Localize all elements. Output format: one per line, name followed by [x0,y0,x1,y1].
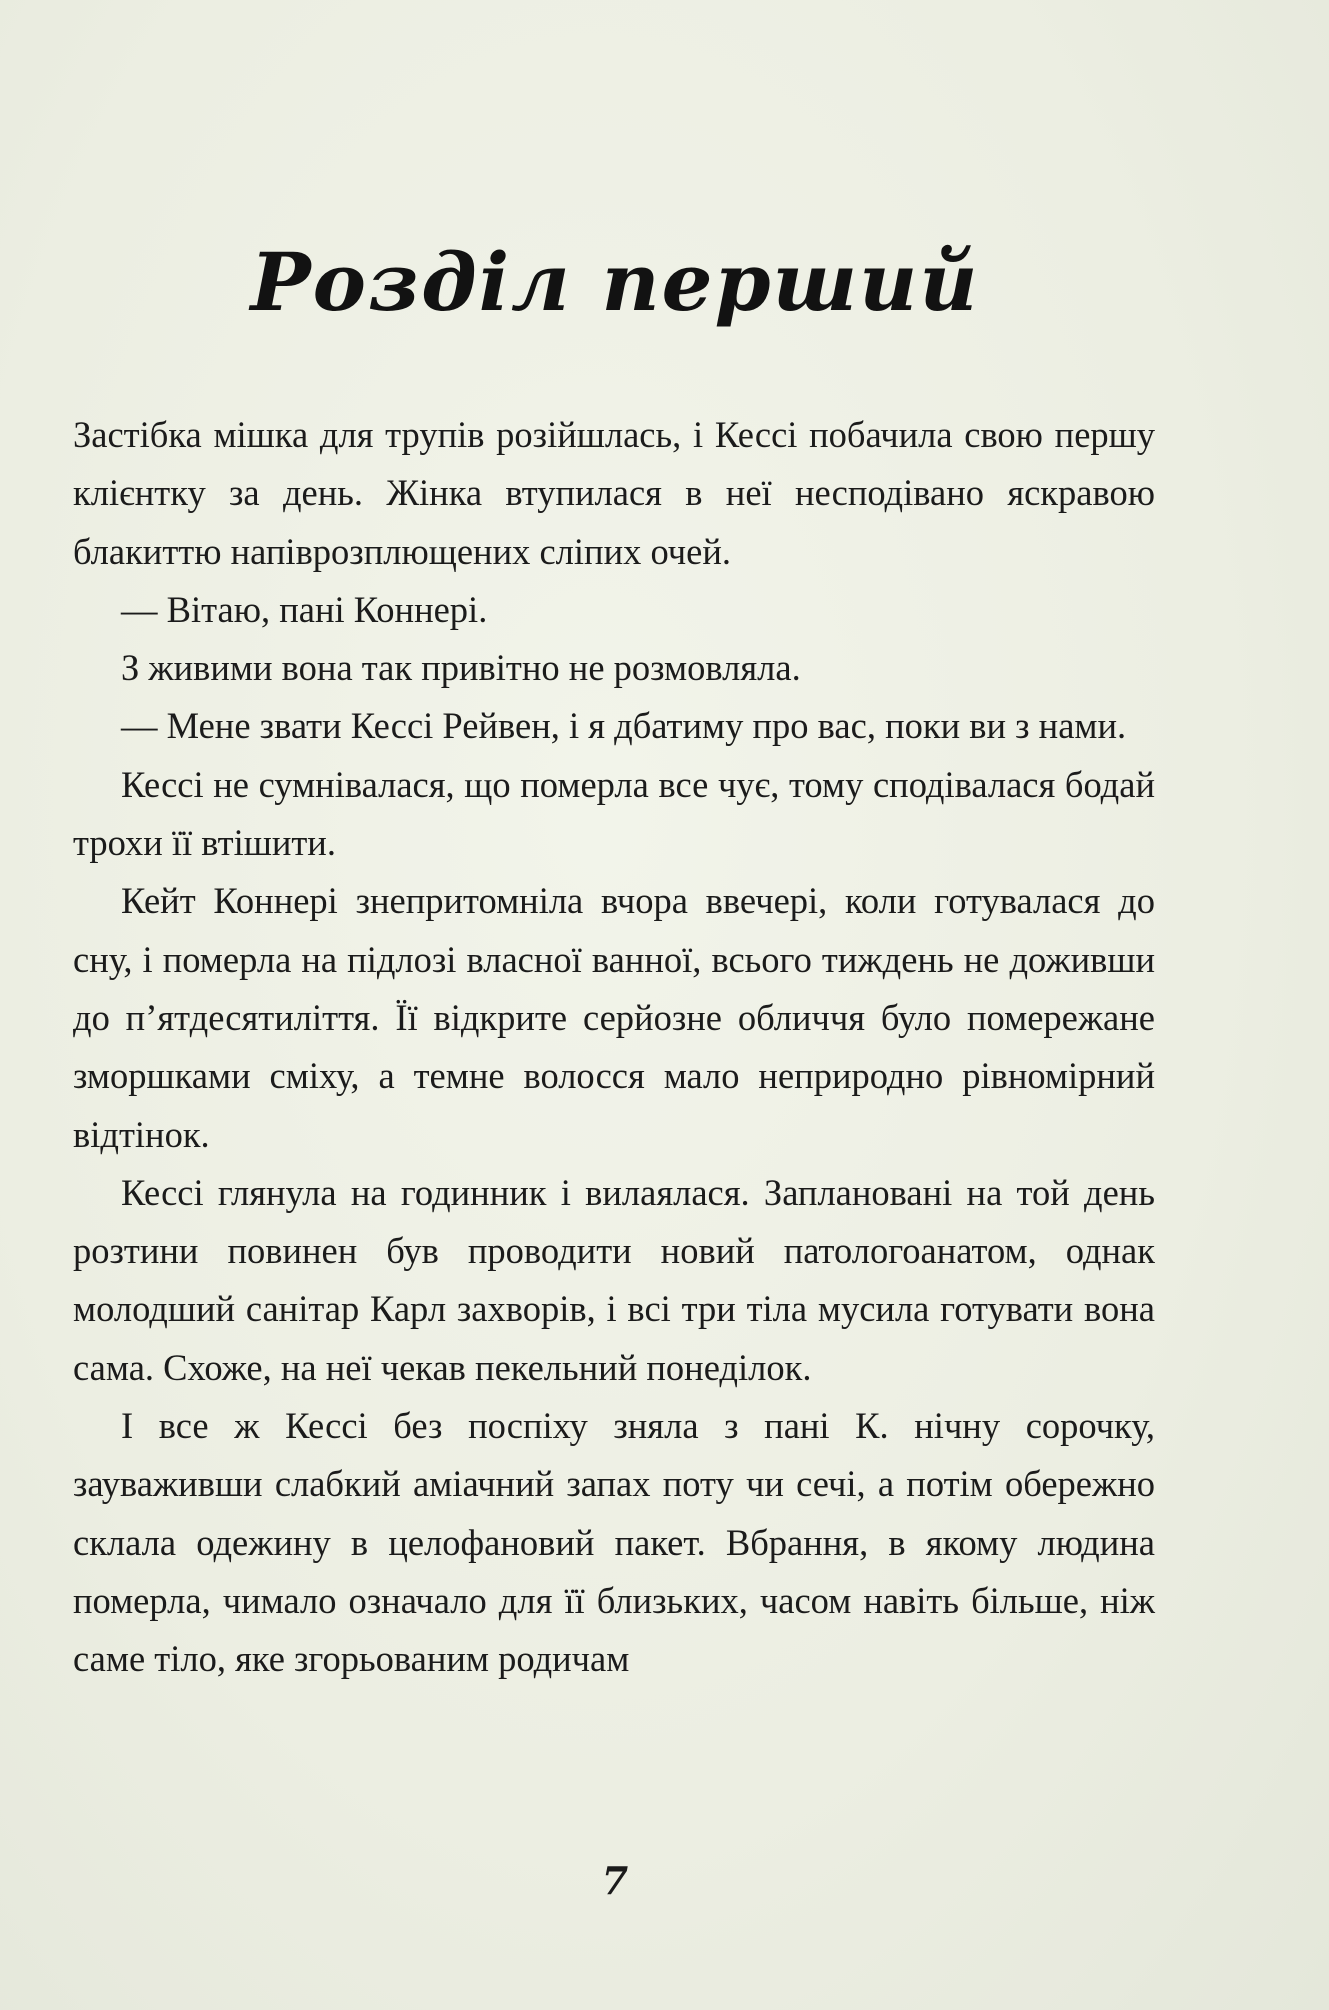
paragraph: Кессі не сумнівалася, що померла все чує, тому сподівалася бодай трохи її втішити. [73,763,1155,864]
paragraph: Кессі глянула на годинник і вилаялася. Заплановані на той день розтини повинен був проводити новий патологоанатом, однак молодший санітар Карл захворів, і всі три тіла мусила готувати вона сама. Схоже, на неї чекав пекельний понеділок. [73,1171,1155,1388]
paragraph: З живими вона так привітно не розмовляла. [121,647,801,689]
paragraph: Застібка мішка для трупів розійшлась, і Кессі побачила свою першу клієнтку за день. Жінка втупилася в неї несподівано яскравою блакиттю напіврозплющених сліпих очей. [73,414,1155,572]
paragraph: І все ж Кессі без поспіху зняла з пані К. нічну сорочку, зауваживши слабкий аміачний запах поту чи сечі, а потім обережно склала одежину в целофановий пакет. Вбрання, в якому людина померла, чимало означало для її близьких, часом навіть більше, ніж саме тіло, яке згорьованим родичам [73,1405,1155,1680]
chapter-title: Розділ перший [250,235,980,329]
page-number: 7 [601,1858,629,1903]
paragraph: Кейт Коннері знепритомніла вчора ввечері, коли готувалася до сну, і померла на підлозі власної ванної, всього тиждень не доживши до п’ятдесятиліття. Її відкрите серйозне обличчя було помережане зморшками сміху, а темне волосся мало неприродно рівномірний відтінок. [73,880,1155,1155]
body-text [73,406,1155,1689]
paragraph: — Вітаю, пані Коннері. [121,588,488,630]
paragraph: — Мене звати Кессі Рейвен, і я дбатиму про вас, поки ви з нами. [121,705,1127,747]
